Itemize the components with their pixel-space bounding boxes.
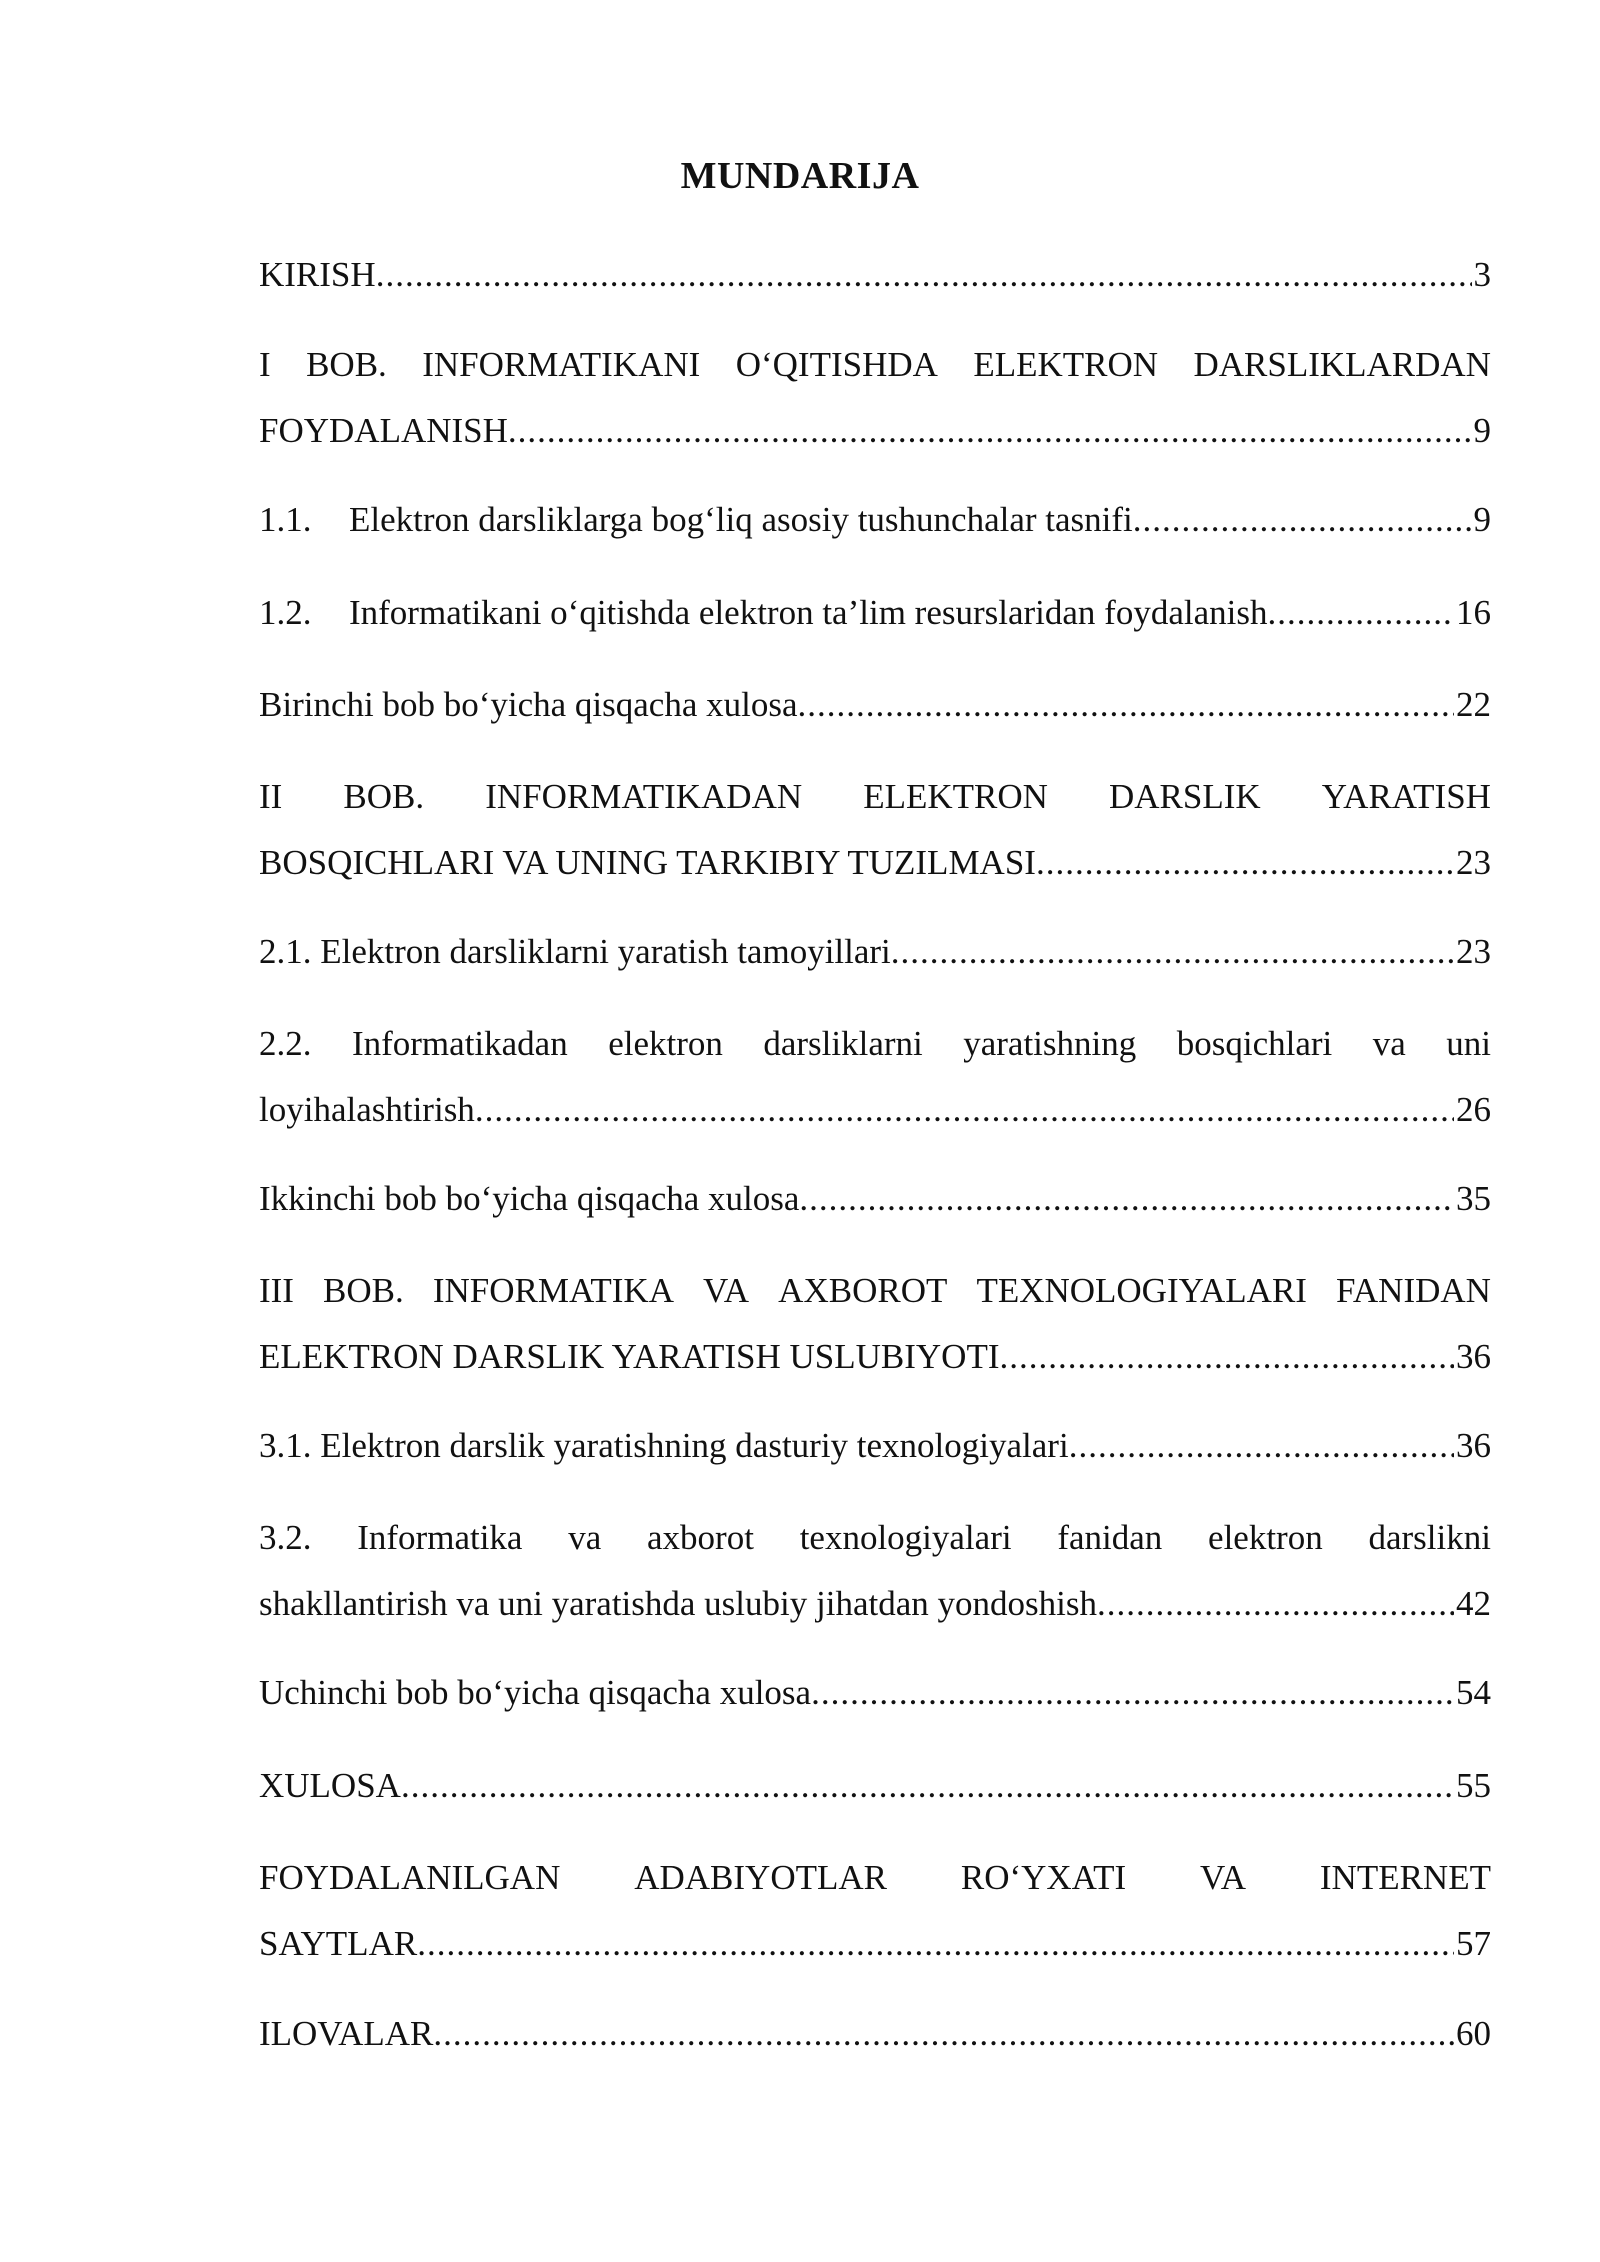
toc-word: elektron <box>608 1024 723 1063</box>
toc-word: bosqichlari <box>1176 1024 1333 1063</box>
page-title: MUNDARIJA <box>680 155 920 197</box>
toc-word: ELEKTRON <box>973 345 1159 384</box>
toc-word: yaratishning <box>963 1024 1137 1063</box>
toc-page-number: 36 <box>1456 1337 1491 1376</box>
toc-word: uni <box>1446 1024 1491 1063</box>
toc-word: III <box>259 1271 294 1310</box>
dot-leader <box>475 1085 1454 1135</box>
toc-entry-line <box>259 1174 1491 1224</box>
toc-entry-line <box>259 1919 1491 1969</box>
toc-word: darslikni <box>1368 1518 1491 1557</box>
toc-entry-line <box>259 495 1491 545</box>
dot-leader <box>1133 495 1472 545</box>
toc-word: INTERNET <box>1319 1858 1491 1897</box>
toc-word: ADABIYOTLAR <box>634 1858 887 1897</box>
toc-page-number: 60 <box>1456 2014 1491 2053</box>
toc-word: va <box>1372 1024 1406 1063</box>
toc-entry-line <box>259 588 1491 638</box>
toc-word: RO‘YXATI <box>960 1858 1127 1897</box>
toc-word: va <box>568 1518 602 1557</box>
toc-page-number: 9 <box>1473 500 1491 539</box>
toc-entry-line <box>259 927 1491 977</box>
toc-word: TEXNOLOGIYALARI <box>976 1271 1307 1310</box>
toc-page-number: 23 <box>1456 843 1491 882</box>
toc-page-number: 23 <box>1456 932 1491 971</box>
toc-entry-title <box>259 927 891 977</box>
dot-leader <box>508 406 1472 456</box>
toc-entry-title-line <box>259 1513 1491 1563</box>
toc-page-number: 57 <box>1456 1924 1491 1963</box>
toc-entry-text: 2.1. Elektron darsliklarni yaratish tamoyillari <box>259 932 891 971</box>
toc-page-number: 3 <box>1473 255 1491 294</box>
toc-entry-line <box>259 1668 1491 1718</box>
toc-word: AXBOROT <box>778 1271 948 1310</box>
dot-leader <box>811 1668 1454 1718</box>
toc-entry-text: Elektron darsliklarga bog‘liq asosiy tushunchalar tasnifi <box>349 500 1133 539</box>
toc-word: VA <box>703 1271 750 1310</box>
toc-word: VA <box>1199 1858 1247 1897</box>
toc-entry-text: ILOVALAR <box>259 2014 434 2053</box>
toc-entry-title <box>259 1761 401 1811</box>
dot-leader <box>376 250 1472 300</box>
toc-entry-title-line <box>259 1266 1491 1316</box>
toc-word: O‘QITISHDA <box>735 345 938 384</box>
toc-entry-title-line <box>259 1019 1491 1069</box>
dot-leader <box>891 927 1454 977</box>
toc-entry-text: Uchinchi bob bo‘yicha qisqacha xulosa <box>259 1673 812 1712</box>
toc-entry-title <box>259 1421 1069 1471</box>
toc-entry-line <box>259 1332 1491 1382</box>
toc-entry-text: 3.1. Elektron darslik yaratishning dasturiy texnologiyalari <box>259 1426 1069 1465</box>
toc-page-number: 42 <box>1456 1584 1491 1623</box>
toc-entry-title <box>259 588 1267 638</box>
dot-leader <box>1000 1332 1455 1382</box>
toc-entry-text: Ikkinchi bob bo‘yicha qisqacha xulosa <box>259 1179 800 1218</box>
toc-entry-line <box>259 2009 1491 2059</box>
dot-leader <box>1036 838 1454 888</box>
toc-word: I <box>259 345 271 384</box>
toc-word: BOB. <box>306 345 387 384</box>
toc-page-number: 55 <box>1456 1766 1491 1805</box>
toc-entry-number: 1.1. <box>259 500 312 539</box>
toc-entry-title <box>259 1174 799 1224</box>
toc-word: Informatika <box>357 1518 523 1557</box>
dot-leader <box>1267 588 1454 638</box>
dot-leader <box>401 1761 1454 1811</box>
dot-leader <box>1097 1579 1454 1629</box>
toc-entry-text: XULOSA <box>259 1766 401 1805</box>
toc-entry-line <box>259 680 1491 730</box>
toc-word: BOB. <box>323 1271 404 1310</box>
toc-entry-title <box>259 838 1036 888</box>
toc-page-number: 16 <box>1456 593 1491 632</box>
toc-entry-title <box>259 1332 1000 1382</box>
toc-word: YARATISH <box>1321 777 1491 816</box>
toc-word: texnologiyalari <box>799 1518 1012 1557</box>
toc-entry-text: shakllantirish va uni yaratishda uslubiy jihatdan yondoshish <box>259 1584 1097 1623</box>
toc-entry-title-line <box>259 1853 1491 1903</box>
toc-page-number: 36 <box>1456 1426 1491 1465</box>
toc-entry-text: BOSQICHLARI VA UNING TARKIBIY TUZILMASI <box>259 843 1036 882</box>
dot-leader <box>799 1174 1454 1224</box>
toc-page-number: 22 <box>1456 685 1491 724</box>
toc-word: DARSLIKLARDAN <box>1193 345 1491 384</box>
toc-word: FANIDAN <box>1336 1271 1491 1310</box>
toc-entry-title-line <box>259 340 1491 390</box>
toc-entry-text: Informatikani o‘qitishda elektron ta’lim resurslaridan foydalanish <box>349 593 1268 632</box>
toc-word: BOB. <box>343 777 425 816</box>
toc-word: fanidan <box>1057 1518 1163 1557</box>
toc-entry-line <box>259 838 1491 888</box>
toc-entry-title <box>259 680 797 730</box>
toc-word: 2.2. <box>259 1024 312 1063</box>
dot-leader <box>433 2009 1454 2059</box>
toc-entry-line <box>259 1761 1491 1811</box>
dot-leader <box>1069 1421 1454 1471</box>
toc-word: II <box>259 777 283 816</box>
toc-entry-text: ELEKTRON DARSLIK YARATISH USLUBIYOTI <box>259 1337 1000 1376</box>
toc-word: 3.2. <box>259 1518 312 1557</box>
toc-page-number: 54 <box>1456 1673 1491 1712</box>
toc-entry-title <box>259 406 508 456</box>
toc-entry-line <box>259 1085 1491 1135</box>
toc-entry-text: loyihalashtirish <box>259 1090 475 1129</box>
toc-entry-title <box>259 2009 433 2059</box>
toc-entry-line <box>259 406 1491 456</box>
dot-leader <box>417 1919 1454 1969</box>
toc-word: axborot <box>647 1518 754 1557</box>
toc-entry-text: Birinchi bob bo‘yicha qisqacha xulosa <box>259 685 798 724</box>
toc-entry-line <box>259 250 1491 300</box>
toc-word: Informatikadan <box>351 1024 568 1063</box>
toc-entry-text: FOYDALANISH <box>259 411 508 450</box>
toc-word: INFORMATIKANI <box>422 345 701 384</box>
toc-entry-line <box>259 1579 1491 1629</box>
toc-entry-title <box>259 1919 417 1969</box>
toc-word: DARSLIK <box>1109 777 1261 816</box>
toc-entry-title <box>259 1579 1097 1629</box>
toc-page-number: 26 <box>1456 1090 1491 1129</box>
toc-page-number: 35 <box>1456 1179 1491 1218</box>
toc-word: FOYDALANILGAN <box>259 1858 561 1897</box>
toc-entry-title-line <box>259 772 1491 822</box>
toc-word: elektron <box>1208 1518 1323 1557</box>
toc-word: INFORMATIKA <box>432 1271 674 1310</box>
toc-word: INFORMATIKADAN <box>485 777 803 816</box>
toc-word: darsliklarni <box>763 1024 923 1063</box>
toc-entry-text: KIRISH <box>259 255 376 294</box>
toc-entry-title <box>259 1085 475 1135</box>
dot-leader <box>797 680 1454 730</box>
toc-entry-title <box>259 1668 811 1718</box>
toc-entry-number: 1.2. <box>259 593 312 632</box>
toc-word: ELEKTRON <box>863 777 1048 816</box>
toc-entry-title <box>259 495 1133 545</box>
toc-page-number: 9 <box>1473 411 1491 450</box>
toc-entry-title <box>259 250 376 300</box>
toc-entry-text: SAYTLAR <box>259 1924 418 1963</box>
toc-entry-line <box>259 1421 1491 1471</box>
